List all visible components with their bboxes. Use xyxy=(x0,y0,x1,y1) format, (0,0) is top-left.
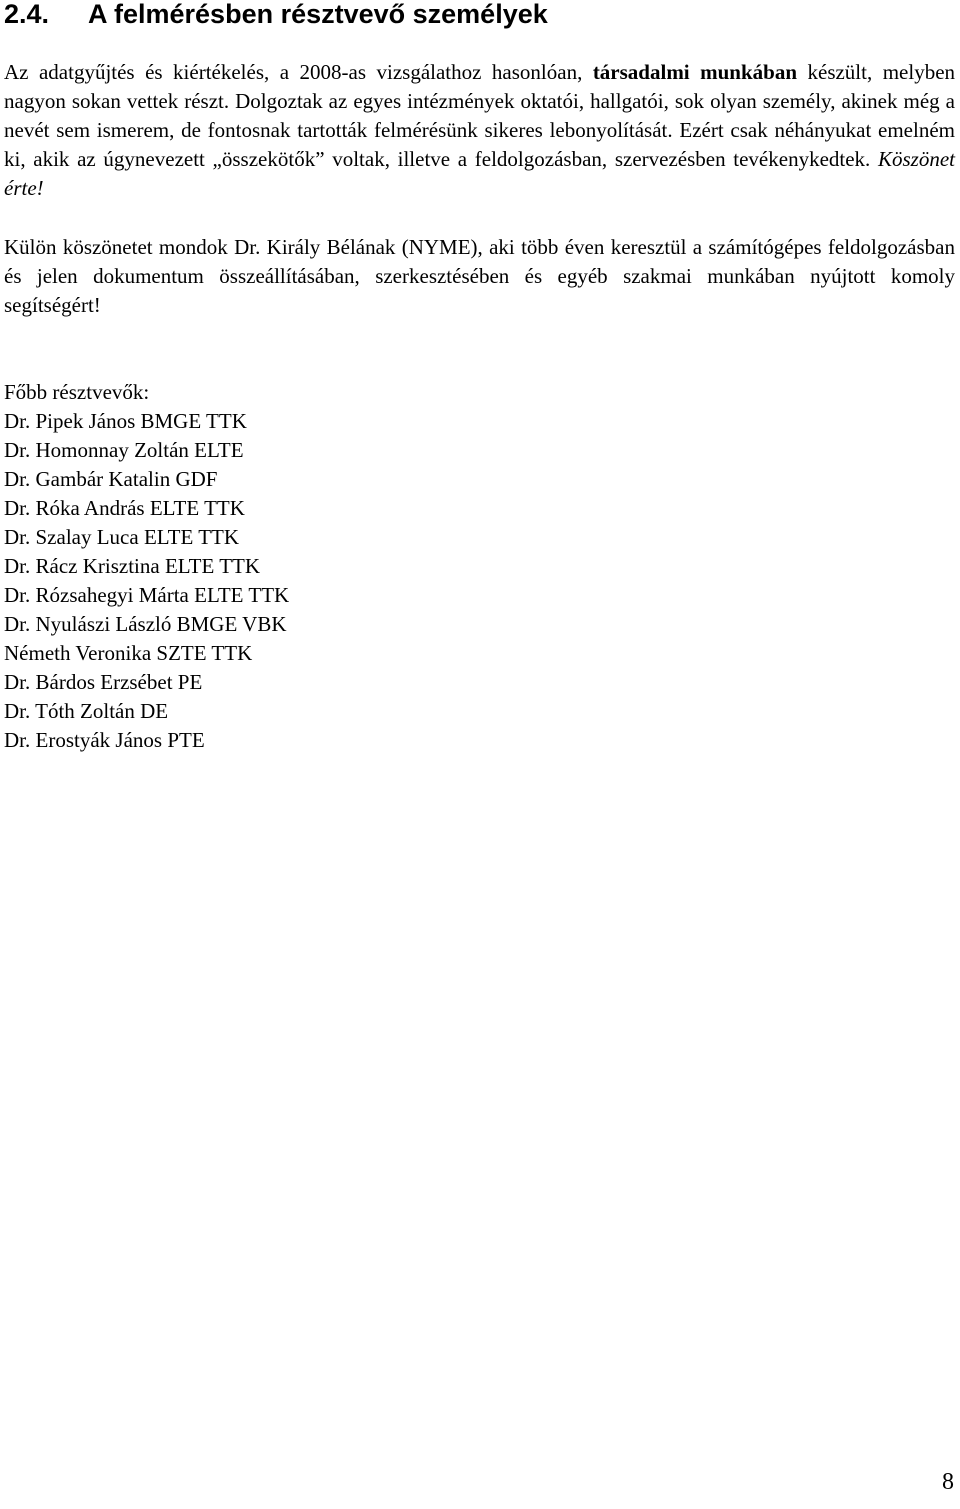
page-number: 8 xyxy=(942,1469,954,1495)
participants-list xyxy=(4,378,289,755)
participant-item: Dr. Pipek János BMGE TTK xyxy=(4,409,247,433)
participant-item: Dr. Szalay Luca ELTE TTK xyxy=(4,525,240,549)
acknowledgement-paragraph: Külön köszönetet mondok Dr. Király Bélának (NYME), aki több éven keresztül a számítógépes feldolgozásban és jelen dokumentum összeállításában, szerkesztésében és egyéb szakmai munkában nyújtott komoly segítségért! xyxy=(4,235,955,317)
participant-item: Dr. Rózsahegyi Márta ELTE TTK xyxy=(4,583,290,607)
section-number: 2.4. xyxy=(4,0,50,29)
participant-item: Dr. Gambár Katalin GDF xyxy=(4,467,218,491)
participant-item: Dr. Erostyák János PTE xyxy=(4,728,205,752)
thanks-italic: Köszönet érte! xyxy=(4,147,955,200)
intro-bold-phrase: társadalmi munkában xyxy=(592,60,798,84)
participants-title: Főbb résztvevők: xyxy=(4,380,150,404)
intro-paragraph xyxy=(4,58,955,203)
section-title: A felmérésben résztvevő személyek xyxy=(88,0,548,29)
participant-item: Dr. Nyulászi László BMGE VBK xyxy=(4,612,287,636)
participant-item: Dr. Tóth Zoltán DE xyxy=(4,699,169,723)
participant-item: Dr. Homonnay Zoltán ELTE xyxy=(4,438,244,462)
intro-text-start: Az adatgyűjtés és kiértékelés, a 2008-as vizsgálathoz hasonlóan, xyxy=(4,60,593,84)
intro-text-rest: készült, melyben nagyon sokan vettek részt. Dolgoztak az egyes intézmények oktatói, hallgatói, sok olyan személy, akinek még a nevét sem ismerem, de fontosnak tartották felmérésünk sikeres lebonyolítását. Ezért csak néhányukat emelném ki, akik az úgynevezett „összekötők” voltak, illetve a feldolgozásban, szervezésben tevékenykedtek. xyxy=(4,60,956,171)
participant-item: Németh Veronika SZTE TTK xyxy=(4,641,253,665)
section-heading xyxy=(4,0,548,30)
participant-item: Dr. Rácz Krisztina ELTE TTK xyxy=(4,554,261,578)
participant-item: Dr. Bárdos Erzsébet PE xyxy=(4,670,203,694)
participant-item: Dr. Róka András ELTE TTK xyxy=(4,496,245,520)
